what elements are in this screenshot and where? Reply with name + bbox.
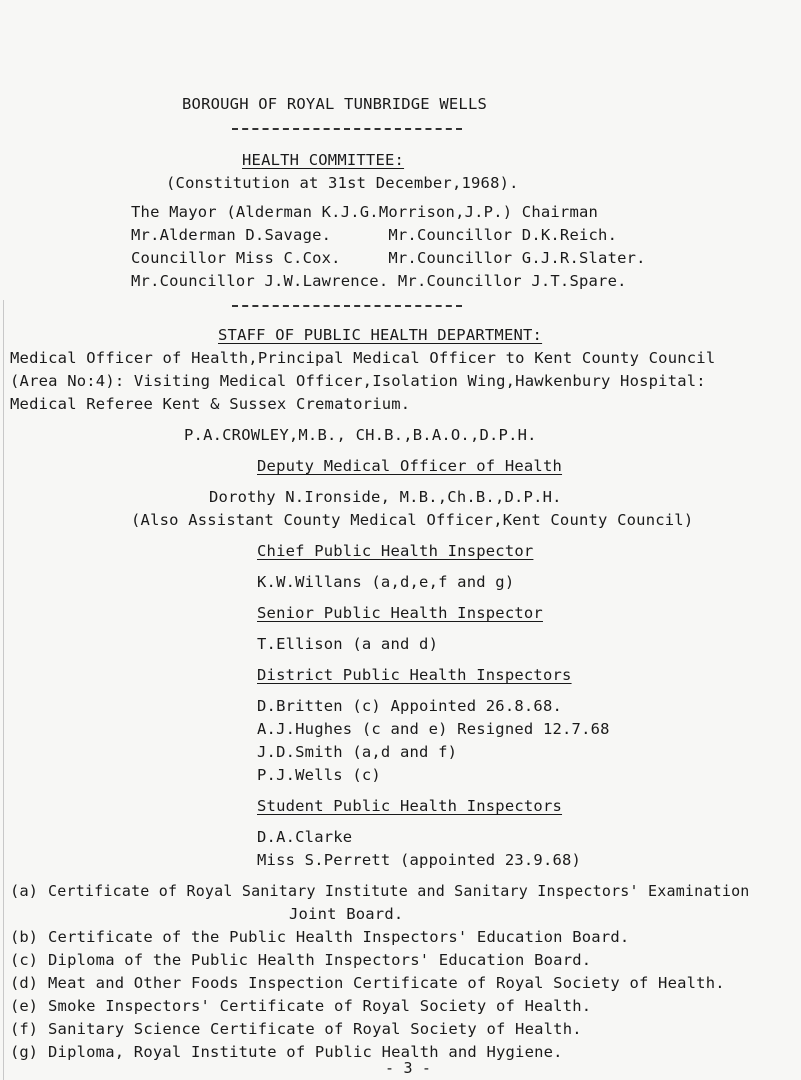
qualification-text: Smoke Inspectors' Certificate of Royal Society of Health.	[48, 997, 592, 1015]
page-edge-line	[3, 300, 4, 1080]
committee-member-line: The Mayor (Alderman K.J.G.Morrison,J.P.) Chairman	[131, 203, 599, 221]
moh-description-line: (Area No:4): Visiting Medical Officer,Isolation Wing,Hawkenbury Hospital:	[10, 372, 706, 390]
student-heading: Student Public Health Inspectors	[257, 797, 563, 815]
qualification-key: (a)	[10, 882, 38, 900]
qualification-text-cont: Joint Board.	[289, 905, 404, 923]
qualification-key: (b)	[10, 928, 38, 946]
district-inspector: D.Britten (c) Appointed 26.8.68.	[257, 697, 563, 715]
committee-member-line: Mr.Alderman D.Savage. Mr.Councillor D.K.Reich.	[131, 226, 618, 244]
qualification-key: (f)	[10, 1020, 38, 1038]
committee-member-line: Mr.Councillor J.W.Lawrence. Mr.Councillor J.T.Spare.	[131, 272, 627, 290]
district-inspector: P.J.Wells (c)	[257, 766, 381, 784]
qualification-key: (d)	[10, 974, 38, 992]
committee-rule	[232, 305, 462, 307]
qualification-text: Diploma of the Public Health Inspectors' Education Board.	[48, 951, 592, 969]
student-inspector: Miss S.Perrett (appointed 23.9.68)	[257, 851, 582, 869]
qualification-text: Meat and Other Foods Inspection Certificate of Royal Society of Health.	[48, 974, 725, 992]
district-inspector: A.J.Hughes (c and e) Resigned 12.7.68	[257, 720, 610, 738]
moh-name: P.A.CROWLEY,M.B., CH.B.,B.A.O.,D.P.H.	[184, 426, 537, 444]
senior-heading: Senior Public Health Inspector	[257, 604, 543, 622]
senior-name: T.Ellison (a and d)	[257, 635, 439, 653]
borough-title: BOROUGH OF ROYAL TUNBRIDGE WELLS	[182, 95, 488, 113]
moh-description-line: Medical Referee Kent & Sussex Crematorium.	[10, 395, 411, 413]
qualification-key: (c)	[10, 951, 38, 969]
chief-heading: Chief Public Health Inspector	[257, 542, 534, 560]
title-rule	[232, 128, 462, 130]
committee-constitution: (Constitution at 31st December,1968).	[166, 174, 519, 192]
deputy-heading: Deputy Medical Officer of Health	[257, 457, 563, 475]
chief-name: K.W.Willans (a,d,e,f and g)	[257, 573, 515, 591]
qualification-text: Certificate of the Public Health Inspectors' Education Board.	[48, 928, 630, 946]
qualification-text: Sanitary Science Certificate of Royal Society of Health.	[48, 1020, 582, 1038]
staff-heading: STAFF OF PUBLIC HEALTH DEPARTMENT:	[218, 326, 543, 344]
district-heading: District Public Health Inspectors	[257, 666, 572, 684]
deputy-note: (Also Assistant County Medical Officer,Kent County Council)	[131, 511, 694, 529]
qualification-text: Diploma, Royal Institute of Public Health and Hygiene.	[48, 1043, 563, 1061]
qualification-key: (e)	[10, 997, 38, 1015]
committee-member-line: Councillor Miss C.Cox. Mr.Councillor G.J.R.Slater.	[131, 249, 646, 267]
qualification-key: (g)	[10, 1043, 38, 1061]
committee-heading: HEALTH COMMITTEE:	[242, 151, 405, 169]
student-inspector: D.A.Clarke	[257, 828, 353, 846]
district-inspector: J.D.Smith (a,d and f)	[257, 743, 458, 761]
qualification-text: Certificate of Royal Sanitary Institute and Sanitary Inspectors' Examination	[48, 882, 750, 900]
moh-description-line: Medical Officer of Health,Principal Medical Officer to Kent County Council	[10, 349, 716, 367]
deputy-name: Dorothy N.Ironside, M.B.,Ch.B.,D.P.H.	[209, 488, 562, 506]
page-number: - 3 -	[385, 1059, 432, 1077]
